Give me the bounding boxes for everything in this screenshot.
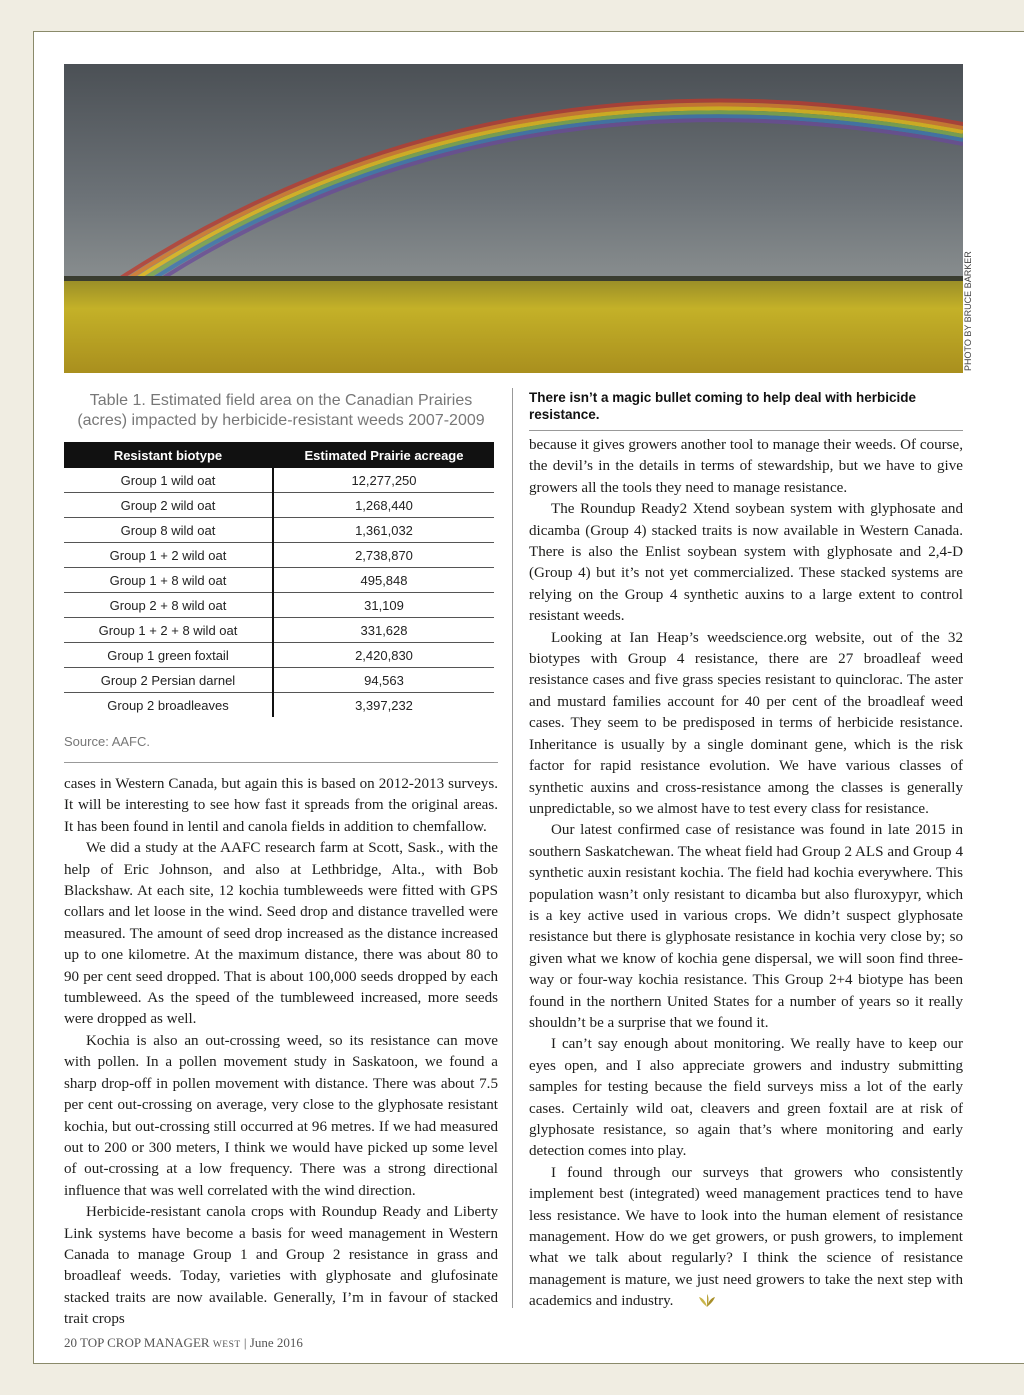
body-paragraph: We did a study at the AAFC research farm at Scott, Sask., with the help of Eric Johnson, and also at Lethbridge, Alta., with Bob Blackshaw. At each site, 12 kochia tumbleweeds were fitted with GPS collars and let loose in the wind. Seed drop and distance travelled were measured. The amount of seed drop increased as the distance increased up to one kilometre. At the maximum distance, there was about 80 to 90 per cent seed dropped. That is about 100,000 seeds dropped by each tumbleweed. As the speed of the tumbleweed increased, more seeds were dropped as well. — [64, 840, 498, 1028]
column-header-acreage: Estimated Prairie acreage — [273, 442, 494, 468]
column-header-biotype: Resistant biotype — [64, 442, 273, 468]
table-row — [64, 518, 494, 543]
body-paragraph: Looking at Ian Heap’s weedscience.org website, out of the 32 biotypes with Group 4 resistance, there are 27 broadleaf weed resistance cases and five grass species resistant to quinclorac. The aster and mustard families account for 40 per cent of the broadleaf weed cases. They seem to be predisposed in terms of herbicide resistance. Inheritance is usually by a single dominant gene, which is the risk factor for rapid resistance evolution. We have various classes of synthetic auxins and cross-resistance among the classes is generally unpredictable, so we almost have to test every class for resistance. — [529, 629, 963, 817]
acreage-cell: 3,397,232 — [355, 697, 413, 713]
body-paragraph: Our latest confirmed case of resistance was found in late 2015 in southern Saskatchewan. The wheat field had Group 2 ALS and Group 4 synthetic auxin resistant kochia. The field had kochia everywhere. This population wasn’t only resistant to dicamba but also fluroxypyr, which is a key active used in various crops. We didn’t suspect glyphosate resistance but there is glyphosate resistance in kochia very close by; so given what we know of kochia gene dispersal, we will soon find three-way or four-way kochia resistance. This Group 2+4 biotype has been found in the northern United States for a number of years so it really shouldn’t be a surprise that we found it. — [529, 822, 963, 1031]
body-paragraph: because it gives growers another tool to manage their weeds. Of course, the devil’s in the details in terms of stewardship, but we have to give growers all the tools they need to manage resistance. — [529, 437, 963, 496]
column-divider — [512, 388, 513, 1308]
body-paragraph: Kochia is also an out-crossing weed, so its resistance can move with pollen. In a pollen movement study in Saskatoon, we found a sharp drop-off in pollen movement with distance. There was about 7.5 per cent out-crossing on average, very close to the glyphosate resistant kochia, but out-crossing still occurred at 96 metres. If we had measured out to 200 or 300 meters, I think we would have picked up some level of out-crossing at a low frequency. There was a strong directional influence that was well correlated with the wind direction. — [64, 1032, 498, 1199]
photo-credit: PHOTO BY BRUCE BARKER — [963, 251, 973, 371]
pull-quote: There isn’t a magic bullet coming to help deal with herbicide resistance. — [529, 390, 917, 422]
rainbow-field-image — [64, 64, 963, 373]
page-footer — [64, 1335, 303, 1351]
header-photo — [64, 64, 963, 373]
right-column — [529, 435, 963, 1316]
divider — [64, 762, 498, 763]
acreage-cell: 1,361,032 — [273, 518, 494, 543]
issue-date: June 2016 — [249, 1335, 303, 1350]
acreage-cell: 31,109 — [273, 593, 494, 618]
page-number: 20 — [64, 1335, 77, 1350]
footer-separator: | — [243, 1335, 247, 1350]
acreage-cell: 1,268,440 — [273, 493, 494, 518]
table-row — [64, 543, 494, 568]
biotype-cell: Group 1 + 2 wild oat — [64, 543, 273, 568]
table-row — [64, 593, 494, 618]
body-paragraph — [529, 1163, 963, 1316]
biotype-cell: Group 2 wild oat — [64, 493, 273, 518]
table-row — [64, 643, 494, 668]
body-paragraph: The Roundup Ready2 Xtend soybean system with glyphosate and dicamba (Group 4) stacked traits is now available in Western Canada. There is also the Enlist soybean system with glyphosate and 2,4-D (Group 4) but it’s not yet commercialized. These stacked systems are relying on the Group 4 synthetic auxins to a large extent to control resistant weeds. — [529, 501, 963, 625]
table-caption: Table 1. Estimated field area on the Canadian Prairies (acres) impacted by herbicide-resistant weeds 2007-2009 — [77, 392, 485, 429]
biotype-cell: Group 8 wild oat — [64, 518, 273, 543]
magazine-edition: WEST — [212, 1340, 241, 1350]
biotype-cell: Group 1 green foxtail — [64, 643, 273, 668]
acreage-cell: 331,628 — [273, 618, 494, 643]
divider — [529, 430, 963, 431]
body-paragraph: Herbicide-resistant canola crops with Roundup Ready and Liberty Link systems have become a basis for weed management in Western Canada to manage Group 1 and Group 2 resistance in grass and broadleaf weeds. Today, varieties with glyphosate and glufosinate stacked traits are now available. Generally, I’m in favour of stacked trait crops — [64, 1204, 498, 1328]
last-paragraph-text: I found through our surveys that growers who consistently implement best (integrated) weed management practices tend to have less resistance. We have to look into the human element of resistance management. How do we get growers, or push growers, to implement what we talk about regularly? I think the science of resistance management is mature, we just need growers to take the next step with academics and industry. — [529, 1164, 963, 1310]
biotype-cell: Group 2 broadleaves — [64, 693, 273, 718]
left-column — [64, 774, 498, 1331]
table-row — [64, 618, 494, 643]
magazine-name: TOP CROP MANAGER — [80, 1335, 210, 1350]
acreage-cell: 495,848 — [273, 568, 494, 593]
biotype-cell: Group 1 + 8 wild oat — [64, 568, 273, 593]
biotype-cell: Group 1 wild oat — [64, 468, 273, 493]
table-row — [64, 668, 494, 693]
acreage-cell: 2,420,830 — [273, 643, 494, 668]
table-source: Source: AAFC. — [64, 734, 150, 749]
table-row — [64, 693, 494, 718]
biotype-cell: Group 2 + 8 wild oat — [64, 593, 273, 618]
resistance-table — [64, 442, 494, 717]
body-paragraph: cases in Western Canada, but again this is based on 2012-2013 surveys. It will be interesting to see how fast it spreads from the original areas. It has been found in lentil and canola fields in addition to chemfallow. — [64, 776, 498, 835]
acreage-cell: 2,738,870 — [273, 543, 494, 568]
acreage-cell: 94,563 — [273, 668, 494, 693]
table-row — [64, 568, 494, 593]
table-row — [64, 468, 494, 493]
table-row — [64, 493, 494, 518]
biotype-cell: Group 2 Persian darnel — [64, 668, 273, 693]
acreage-cell: 12,277,250 — [273, 468, 494, 493]
table-header-row — [64, 442, 494, 468]
biotype-cell: Group 1 + 2 + 8 wild oat — [64, 618, 273, 643]
leaf-end-icon — [676, 1292, 716, 1315]
body-paragraph: I can’t say enough about monitoring. We really have to keep our eyes open, and I also appreciate growers and industry submitting samples for testing because the field surveys miss a lot of the early cases. Certainly wild oat, cleavers and green foxtail are at risk of glyphosate resistance, so again that’s where monitoring and early detection comes into play. — [529, 1036, 963, 1160]
